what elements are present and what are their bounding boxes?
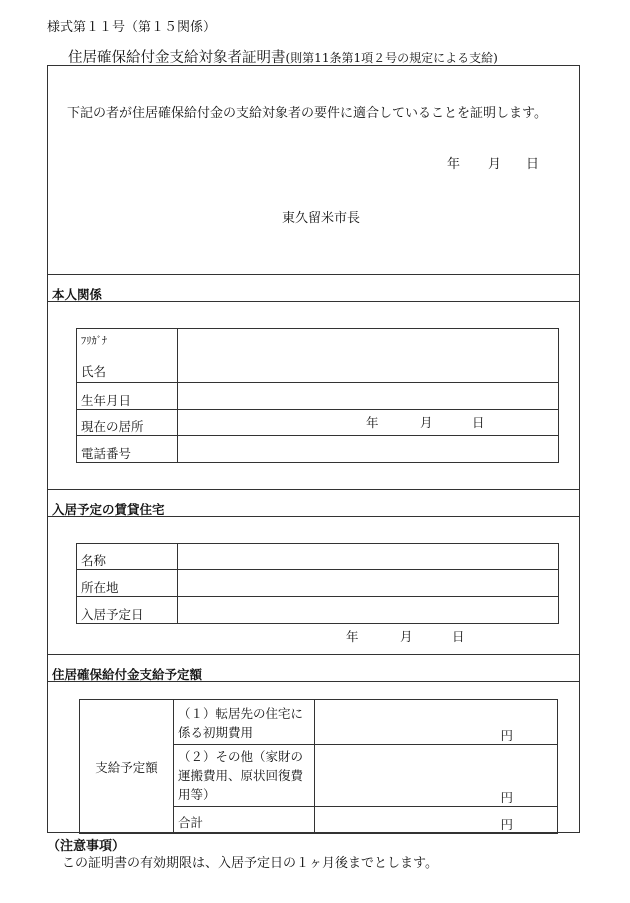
phone-label: 電話番号 [77,436,178,463]
section-amount-title: 住居確保給付金支給予定額 [52,667,203,682]
furigana-label: ﾌﾘｶﾞﾅ [81,335,108,347]
birthdate-label: 生年月日 [77,383,178,410]
birth-year: 年 [366,415,379,430]
certification-text: 下記の者が住居確保給付金の支給対象者の要件に適合していることを証明します。 [67,106,547,121]
location-field[interactable] [178,570,559,597]
phone-field[interactable] [178,436,559,463]
amount-table [79,699,558,834]
notes-text: この証明書の有効期限は、入居予定日の１ヶ月後までとします。 [62,856,438,871]
divider [47,681,580,682]
divider [47,274,580,275]
housing-name-field[interactable] [178,544,559,570]
address-label: 現在の居所 [77,410,178,436]
housing-table [76,543,559,644]
move-in-year: 年 [346,629,359,644]
amount-row-label: 支給予定額 [80,700,174,834]
housing-name-label: 名称 [77,544,178,570]
cert-date-month: 月 [488,157,502,172]
divider [47,516,580,517]
cert-date-day: 日 [526,157,540,172]
birth-month: 月 [420,415,433,430]
move-in-month: 月 [400,629,413,644]
total-amount-field[interactable] [315,807,558,834]
move-in-label: 入居予定日 [77,597,178,624]
item1-yen: 円 [500,728,513,743]
mayor-signature: 東久留米市長 [282,211,361,226]
item1-label: （１）転居先の住宅に係る初期費用 [174,700,315,745]
name-label-cell [77,329,178,383]
item1-amount-field[interactable] [315,700,558,745]
form-number: 様式第１１号（第１５関係） [47,20,217,35]
birth-day: 日 [472,415,485,430]
name-label: 氏名 [81,364,107,379]
divider [47,301,580,302]
person-table [76,328,559,463]
location-label: 所在地 [77,570,178,597]
move-in-day: 日 [452,629,465,644]
name-field[interactable] [178,329,559,383]
total-yen: 円 [500,817,513,832]
section-housing-title: 入居予定の賃貸住宅 [52,502,165,517]
section-person-title: 本人関係 [52,287,103,302]
cert-date-year: 年 [447,157,461,172]
item2-label: （２）その他（家財の運搬費用、原状回復費用等） [174,745,315,807]
notes-title: （注意事項） [47,839,126,854]
title-sub: (則第11条第1項２号の規定による支給) [285,51,498,65]
item2-amount-field[interactable] [315,745,558,807]
birthdate-field[interactable] [178,383,559,430]
title-main: 住居確保給付金支給対象者証明書 [68,50,286,66]
document-title [68,46,498,67]
divider [47,489,580,490]
total-label: 合計 [174,807,315,834]
move-in-field[interactable] [178,597,559,644]
divider [47,654,580,655]
item2-yen: 円 [500,790,513,805]
